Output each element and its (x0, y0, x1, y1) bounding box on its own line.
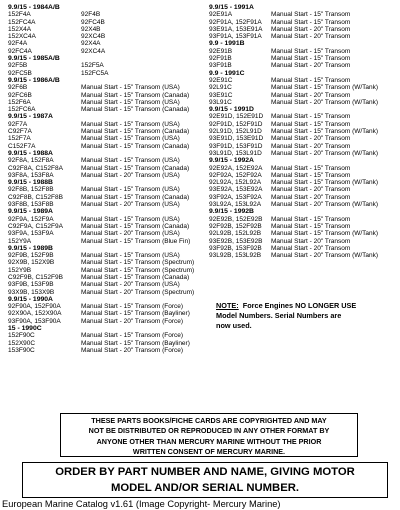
model-description: Manual Start - 15" Transom (USA) (81, 157, 180, 165)
model-row (8, 186, 204, 193)
model-row (209, 84, 395, 91)
model-number: 93L92A, 153L92A (209, 201, 262, 209)
model-row (8, 194, 204, 201)
model-description: Manual Start - 20" Transom (271, 193, 351, 201)
model-row (209, 77, 395, 84)
model-number: 93F92A, 153F92A (209, 193, 262, 201)
model-row (209, 26, 395, 33)
model-number: C152F7A (8, 142, 36, 150)
model-description: Manual Start - 20" Transom (Force) (81, 346, 184, 354)
model-number: 93L92B, 153L92B (209, 252, 262, 260)
model-row (209, 19, 395, 26)
model-row (209, 113, 395, 120)
model-row (209, 172, 395, 179)
model-number: 92E91D, 152E91D (209, 113, 264, 121)
model-number: 93E91C (209, 91, 233, 99)
model-description: Manual Start - 20" Transom (USA) (81, 201, 180, 209)
model-number: C92F8A, C152F8A (8, 164, 63, 172)
model-row (209, 238, 395, 245)
model-row (209, 201, 395, 208)
model-number: 92F9A, 152F9A (8, 215, 54, 223)
model-row (8, 26, 204, 33)
model-description: Manual Start - 20" Transom (USA) (81, 230, 180, 238)
model-number: 92FC6B (8, 91, 32, 99)
model-number: 92F5B (8, 62, 28, 70)
model-number: 92F8B, 152F8B (8, 186, 54, 194)
model-number: 92E91A (209, 11, 233, 19)
model-number: 92E91B (209, 47, 233, 55)
model-row (8, 99, 204, 106)
model-number: 152F6A (8, 98, 31, 106)
section-header: 9.9 - 1991C (209, 69, 245, 77)
model-description: 92XC4B (81, 33, 106, 41)
model-number: 152XC4A (8, 33, 36, 41)
section-header: 9.9/15 - 1992B (209, 208, 254, 216)
model-number: 93F91B (209, 62, 232, 70)
model-row (8, 274, 204, 281)
force-engines-note (216, 301, 396, 331)
model-number: 92FC4A (8, 47, 32, 55)
model-number: 93F90A, 153F90A (8, 317, 61, 325)
model-number: 93F9B, 153F9B (8, 281, 54, 289)
model-description: Manual Start - 20" Transom (W/Tank) (271, 201, 379, 209)
model-row (8, 11, 204, 18)
model-description: Manual Start - 15" Transom (W/Tank) (271, 179, 379, 187)
order-line-2: MODEL AND/OR SERIAL NUMBER. (110, 481, 300, 494)
model-row (209, 33, 395, 40)
model-row (209, 186, 395, 193)
model-row (8, 303, 204, 310)
model-description: Manual Start - 15" Transom (Canada) (81, 91, 190, 99)
model-row (209, 223, 395, 230)
model-row (8, 252, 204, 259)
section-header: 9.9/15 - 1988A (8, 149, 53, 157)
model-number: 153F90C (8, 346, 35, 354)
model-number: C92F9A, C152F9A (8, 222, 63, 230)
model-number: 93E92A, 153E92A (209, 186, 263, 194)
model-description: Manual Start - 20" Transom (Spectrum) (81, 288, 195, 296)
model-number: 92F7A (8, 120, 28, 128)
model-description: Manual Start - 20" Transom (W/Tank) (271, 98, 379, 106)
model-number: 93E91D, 153E91D (209, 135, 264, 143)
model-description: 92F4B (81, 11, 101, 19)
model-description: Manual Start - 15" Transom (Canada) (81, 193, 190, 201)
model-row (8, 135, 204, 142)
model-description: Manual Start - 15" Transom (Canada) (81, 222, 190, 230)
model-row (8, 310, 204, 317)
model-row (8, 332, 204, 339)
model-row (8, 230, 204, 237)
model-description: 152F5A (81, 62, 104, 70)
model-description: Manual Start - 15" Transom (USA) (81, 135, 180, 143)
model-row (8, 340, 204, 347)
model-row (8, 289, 204, 296)
model-description: Manual Start - 15" Transom (Canada) (81, 128, 190, 136)
model-row (8, 267, 204, 274)
model-number: 92L91D, 152L91D (209, 128, 262, 136)
model-number: 92FC5B (8, 69, 32, 77)
copyright-notice-box (60, 413, 358, 457)
model-number: C92F9B, C152F9B (8, 273, 63, 281)
note-line-3: now used. (216, 321, 252, 330)
model-row (209, 165, 395, 172)
right-model-list (209, 4, 395, 259)
section-header: 9.9/15 - 1984A/B (8, 4, 60, 11)
model-row (209, 252, 395, 259)
model-description: Manual Start - 15" Transom (USA) (81, 120, 180, 128)
model-description: Manual Start - 15" Transom (Canada) (81, 273, 190, 281)
model-number: 93F9A, 153F9A (8, 230, 54, 238)
model-number: 92F91A, 152F91A (209, 18, 262, 26)
model-description: Manual Start - 15" Transom (Bayliner) (81, 310, 190, 318)
note-label: NOTE: (216, 301, 239, 310)
model-row (209, 92, 395, 99)
model-description: Manual Start - 20" Transom (Force) (81, 317, 184, 325)
model-description: Manual Start - 15" Transom (Spectrum) (81, 259, 195, 267)
model-description: Manual Start - 20" Transom (271, 244, 351, 252)
model-number: 152FC6A (8, 106, 36, 114)
model-description: Manual Start - 15" Transom (271, 164, 351, 172)
section-header: 9.9/15 - 1992A (209, 157, 254, 165)
copyright-line-3: ANYONE OTHER THAN MERCURY MARINE WITHOUT THE PRIOR (96, 436, 322, 446)
model-description: Manual Start - 15" Transom (Canada) (81, 142, 190, 150)
model-row (209, 48, 395, 55)
model-number: 93F91D, 153F91D (209, 142, 263, 150)
model-row (8, 84, 204, 91)
section-header: 9.9/15 - 1989A (8, 208, 53, 216)
model-number: 92E92A, 152E92A (209, 164, 263, 172)
model-description: Manual Start - 15" Transom (Canada) (81, 164, 190, 172)
model-description: 92FC4B (81, 18, 105, 26)
section-header: 9.9/15 - 1991D (209, 106, 254, 114)
model-description: Manual Start - 15" Transom (271, 55, 351, 63)
model-number: 152F90C (8, 332, 35, 340)
model-description: Manual Start - 15" Transom (271, 222, 351, 230)
model-description: Manual Start - 15" Transom (USA) (81, 186, 180, 194)
model-description: 152FC5A (81, 69, 109, 77)
model-description: Manual Start - 15" Transom (271, 18, 351, 26)
model-row (209, 99, 395, 106)
model-number: 93F8B, 153F8B (8, 201, 54, 209)
note-text-1: Force Engines NO LONGER USE (242, 301, 357, 310)
section-header: 9.9/15 - 1986A/B (8, 76, 60, 84)
section-header: 9.9 - 1991B (209, 40, 245, 48)
section-header: 15 - 1990C (8, 325, 42, 333)
model-number: 92L92B, 152L92B (209, 230, 262, 238)
model-number: C92F8B, C152F8B (8, 193, 63, 201)
model-number: 92F4A (8, 40, 28, 48)
catalog-footer: European Marine Catalog v1.61 (Image Copyright- Mercury Marine) (2, 499, 281, 509)
section-header: 9.9/15 - 1987A (8, 113, 53, 121)
model-number: 152X90C (8, 339, 36, 347)
model-description: Manual Start - 15" Transom (W/Tank) (271, 128, 379, 136)
model-number: 92F90A, 152F90A (8, 303, 61, 311)
model-description: Manual Start - 15" Transom (USA) (81, 252, 180, 260)
model-row (209, 230, 395, 237)
model-row (8, 128, 204, 135)
model-row (209, 143, 395, 150)
model-row (8, 172, 204, 179)
model-row (8, 40, 204, 47)
model-row (8, 48, 204, 55)
model-description: Manual Start - 15" Transom (Bayliner) (81, 339, 190, 347)
model-number: 92E91C (209, 76, 233, 84)
model-description: Manual Start - 20" Transom (271, 62, 351, 70)
model-description: 92X4B (81, 25, 101, 33)
model-number: 152F7A (8, 135, 31, 143)
left-model-list (8, 4, 204, 354)
model-description: Manual Start - 15" Transom (271, 113, 351, 121)
section-header: 9.9/15 - 1989B (8, 244, 53, 252)
model-description: Manual Start - 15" Transom (W/Tank) (271, 230, 379, 238)
model-number: 92L92A, 152L92A (209, 179, 262, 187)
model-description: Manual Start - 15" Transom (USA) (81, 215, 180, 223)
section-header: 9.9/15 - 1988B (8, 179, 53, 187)
model-description: Manual Start - 15" Transom (Force) (81, 303, 184, 311)
model-description: Manual Start - 15" Transom (271, 76, 351, 84)
model-number: C92F7A (8, 128, 32, 136)
model-description: Manual Start - 20" Transom (USA) (81, 281, 180, 289)
model-row (8, 106, 204, 113)
model-number: 92F92A, 152F92A (209, 171, 262, 179)
order-line-1: ORDER BY PART NUMBER AND NAME, GIVING MOTOR (55, 466, 355, 478)
model-number: 93E92B, 153E92B (209, 237, 263, 245)
model-number: 92F91D, 152F91D (209, 120, 263, 128)
model-number: 152X4A (8, 25, 32, 33)
copyright-line-4: WRITTEN CONSENT OF MERCURY MARINE. (132, 446, 286, 456)
model-row (209, 135, 395, 142)
model-number: 92F6B (8, 84, 28, 92)
model-row (8, 281, 204, 288)
model-row (209, 62, 395, 69)
model-description: Manual Start - 20" Transom (271, 33, 351, 41)
model-row (8, 347, 204, 354)
model-row (8, 33, 204, 40)
model-number: 93L91D, 153L91D (209, 149, 262, 157)
model-description: 92X4A (81, 40, 101, 48)
model-description: Manual Start - 20" Transom (271, 142, 351, 150)
copyright-line-1: THESE PARTS BOOKS/FICHE CARDS ARE COPYRIGHTED AND MAY (91, 416, 327, 425)
model-description: Manual Start - 15" Transom (Spectrum) (81, 266, 195, 274)
model-number: 152FC4A (8, 18, 36, 26)
model-row (8, 318, 204, 325)
model-number: 93X9B, 153X9B (8, 288, 55, 296)
model-description: Manual Start - 15" Transom (Force) (81, 332, 184, 340)
model-description: Manual Start - 15" Transom (W/Tank) (271, 84, 379, 92)
model-number: 92X90A, 152X90A (8, 310, 62, 318)
copyright-line-2: NOT BE DISTRIBUTED OR REPRODUCED IN ANY OTHER FORMAT BY (88, 426, 330, 436)
model-number: 92F8A, 152F8A (8, 157, 54, 165)
model-row (209, 55, 395, 62)
note-line-2: Model Numbers. Serial Numbers are (216, 311, 342, 320)
model-number: 93F91A, 153F91A (209, 33, 262, 41)
model-row (209, 11, 395, 18)
model-description: Manual Start - 15" Transom (271, 215, 351, 223)
model-row (8, 70, 204, 77)
model-row (8, 259, 204, 266)
model-description: Manual Start - 15" Transom (Blue Fin) (81, 237, 191, 245)
model-row (8, 121, 204, 128)
model-row (209, 216, 395, 223)
model-row (8, 201, 204, 208)
model-number: 92F91B (209, 55, 232, 63)
model-description: Manual Start - 20" Transom (W/Tank) (271, 149, 379, 157)
model-number: 93L91C (209, 98, 232, 106)
model-description: Manual Start - 15" Transom (USA) (81, 98, 180, 106)
model-row (209, 150, 395, 157)
model-row (8, 216, 204, 223)
section-header: 9.9/15 - 1990A (8, 295, 53, 303)
model-number: 92X9B, 152X9B (8, 259, 55, 267)
model-row (209, 245, 395, 252)
model-number: 93F92B, 153F92B (209, 244, 262, 252)
model-number: 92E92B, 152E92B (209, 215, 263, 223)
model-description: Manual Start - 20" Transom (271, 25, 351, 33)
model-description: Manual Start - 15" Transom (271, 47, 351, 55)
model-number: 92F9B, 152F9B (8, 252, 54, 260)
model-row (8, 92, 204, 99)
model-row (209, 128, 395, 135)
model-description: Manual Start - 20" Transom (USA) (81, 171, 180, 179)
section-header: 9.9/15 - 1991A (209, 4, 254, 11)
model-row (8, 223, 204, 230)
model-description: Manual Start - 20" Transom (W/Tank) (271, 252, 379, 260)
model-description: 92XC4A (81, 47, 106, 55)
model-row (8, 143, 204, 150)
model-description: Manual Start - 20" Transom (271, 135, 351, 143)
model-description: Manual Start - 20" Transom (271, 237, 351, 245)
model-number: 152Y9B (8, 266, 32, 274)
model-description: Manual Start - 20" Transom (271, 186, 351, 194)
model-number: 152F4A (8, 11, 31, 19)
model-row (8, 165, 204, 172)
model-description: Manual Start - 20" Transom (271, 91, 351, 99)
model-row (209, 121, 395, 128)
section-header: 9.9/15 - 1985A/B (8, 55, 60, 63)
model-row (209, 194, 395, 201)
model-row (209, 179, 395, 186)
model-row (8, 238, 204, 245)
model-row (8, 19, 204, 26)
model-number: 152Y9A (8, 237, 32, 245)
model-number: 92L91C (209, 84, 232, 92)
model-description: Manual Start - 15" Transom (Canada) (81, 106, 190, 114)
model-number: 92F92B, 152F92B (209, 222, 262, 230)
model-description: Manual Start - 15" Transom (271, 171, 351, 179)
model-description: Manual Start - 15" Transom (271, 11, 351, 19)
model-description: Manual Start - 15" Transom (USA) (81, 84, 180, 92)
model-number: 93E91A, 153E91A (209, 25, 263, 33)
order-instructions-box (22, 462, 388, 498)
model-number: 93F8A, 153F8A (8, 171, 54, 179)
note-line-1 (216, 301, 396, 311)
model-row (8, 62, 204, 69)
model-row (8, 157, 204, 164)
model-description: Manual Start - 15" Transom (271, 120, 351, 128)
